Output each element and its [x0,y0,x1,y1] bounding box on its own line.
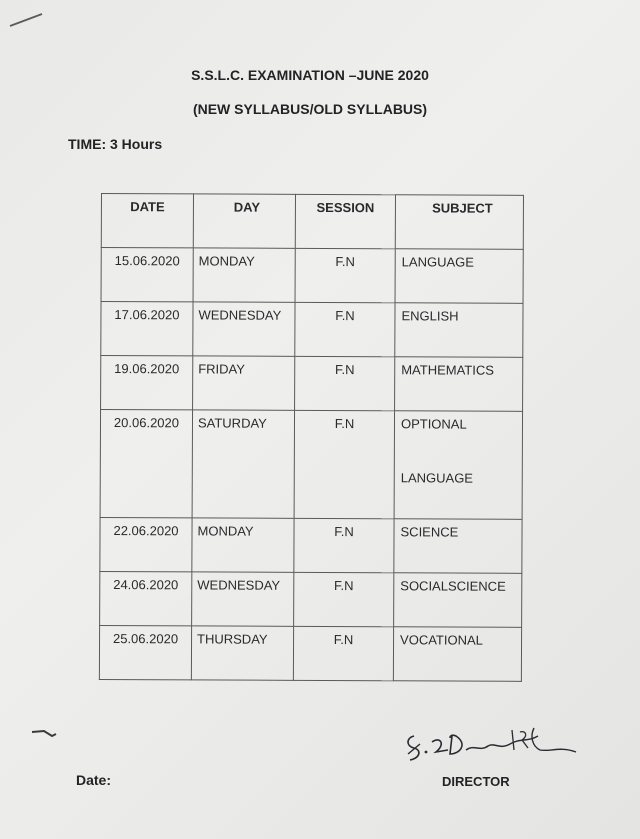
cell-subject-line: OPTIONAL [400,416,467,432]
table-row [100,571,522,627]
date-label: Date: [76,772,112,788]
cell-session: F.N [294,572,394,626]
exam-time: TIME: 3 Hours [68,136,163,152]
cell-subject: ENGLISH [395,303,523,358]
table-row [100,410,522,520]
cell-date: 24.06.2020 [100,571,192,625]
column-header-subject: SUBJECT [395,195,523,250]
cell-date: 17.06.2020 [101,302,193,356]
cell-session: F.N [293,626,393,680]
exam-title: S.S.L.C. EXAMINATION –JUNE 2020 [191,67,429,83]
cell-subject [394,411,522,520]
column-header-day: DAY [193,194,295,248]
cell-date: 22.06.2020 [100,517,192,571]
cell-day: MONDAY [193,248,295,302]
cell-subject: LANGUAGE [395,249,523,304]
paper-mark [30,726,60,742]
table-row [101,302,523,358]
table-row [100,517,522,573]
cell-session: F.N [294,518,394,572]
cell-session: F.N [294,410,394,518]
cell-subject: SOCIALSCIENCE [394,573,522,628]
table-row [101,356,523,412]
cell-subject-line: LANGUAGE [400,470,474,486]
cell-subject: MATHEMATICS [395,357,523,412]
column-header-session: SESSION [295,194,395,248]
table-header-row [101,194,523,250]
cell-day: SATURDAY [192,410,294,518]
cell-day: FRIDAY [193,356,295,410]
cell-session: F.N [295,302,395,356]
cell-day: MONDAY [192,518,294,572]
paper-mark [8,10,48,30]
director-signature [400,722,590,770]
exam-subtitle: (NEW SYLLABUS/OLD SYLLABUS) [192,101,428,117]
cell-date: 20.06.2020 [100,410,192,518]
signatory-label: DIRECTOR [442,774,510,789]
table-row [101,248,523,304]
cell-day: THURSDAY [191,626,293,680]
column-header-date: DATE [101,194,193,248]
cell-subject: SCIENCE [394,519,522,574]
cell-date: 25.06.2020 [99,625,191,679]
cell-date: 15.06.2020 [101,248,193,302]
cell-session: F.N [295,356,395,410]
cell-date: 19.06.2020 [101,356,193,410]
schedule-table [99,193,524,682]
cell-subject: VOCATIONAL [393,627,521,682]
table-row [99,625,521,681]
cell-session: F.N [295,248,395,302]
cell-day: WEDNESDAY [192,572,294,626]
cell-day: WEDNESDAY [193,302,295,356]
